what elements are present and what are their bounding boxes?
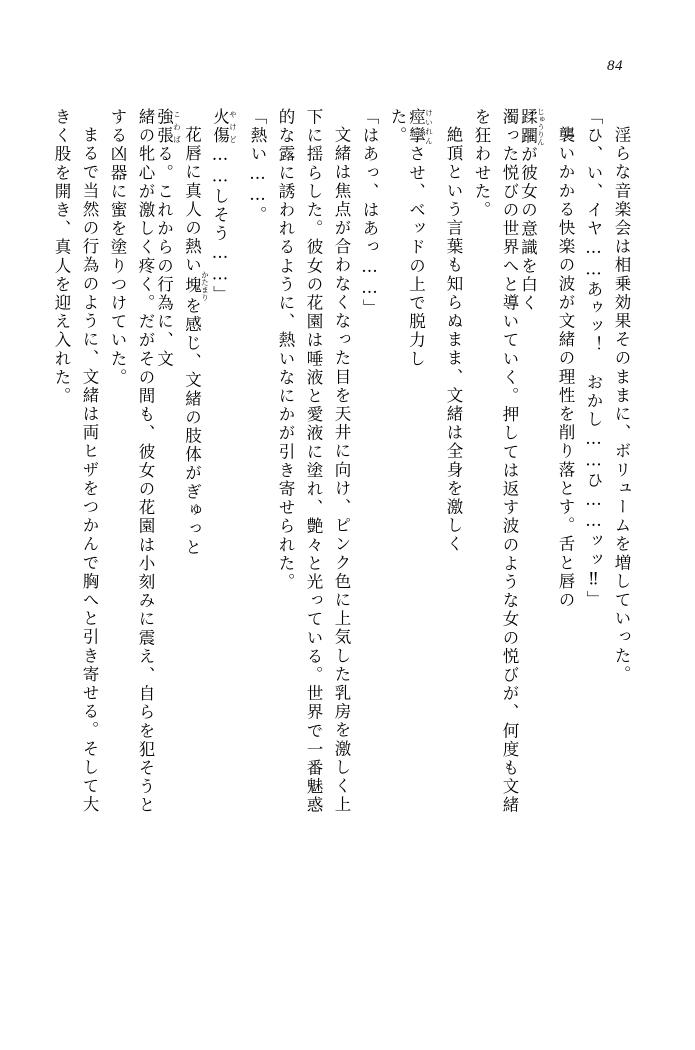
text-line: 「はあっ、はあっ……」 — [360, 108, 379, 318]
text-line: 淫らな音楽会は相乗効果そのままに、ボリュームを増していった。 — [612, 126, 631, 684]
text-line: 下に揺らした。彼女の花園は唾液と愛液に塗れ、艶々と光っている。世界で一番魅惑 — [304, 108, 323, 815]
text-line-ruby: 痙攣 けいれんさせ、ベッドの上で脱力し — [406, 108, 434, 369]
text-line-ruby: 強張 こわばる。これからの行為に、文 — [154, 108, 182, 369]
text-line: する凶器に蜜を塗りつけていた。 — [108, 108, 127, 387]
text-line: 絶頂という言葉も知らぬまま、文緒は全身を激しく — [444, 126, 463, 554]
text-line: 文緒は焦点が合わなくなった目を天井に向け、ピンク色に上気した乳房を激しく上 — [332, 126, 351, 815]
ruby-word: 蹂躙 じゅうりん — [518, 108, 546, 146]
text-line: を狂わせた。 — [472, 108, 491, 220]
text-line: 濁った悦びの世界へと導いていく。押しては返す波のような女の悦びが、何度も文緒 — [500, 108, 519, 815]
text-line-ruby: 火傷 やけど……しそう……」 — [210, 108, 238, 305]
text-line: 「ひ、い、イヤ……あゥッ！ おかし……ひ……ッッ‼」 — [584, 108, 603, 610]
ruby-word: 塊 かたまり — [182, 270, 210, 301]
ruby-word: 痙攣 けいれん — [406, 108, 434, 146]
text-line: まるで当然の行為のように、文緒は両ヒザをつかんで胸へと引き寄せる。そして大 — [80, 126, 99, 815]
text-line: 「熱い……。 — [248, 108, 267, 225]
text-line: きく股を開き、真人を迎え入れた。 — [52, 108, 71, 406]
vertical-text-body — [52, 108, 631, 988]
page-number: 84 — [607, 58, 623, 74]
text-line-ruby: 花唇に真人の熱い塊 かたまりを感じ、文緒の肢体がぎゅっと — [182, 126, 210, 558]
ruby-word: 火傷 やけど — [210, 108, 238, 146]
text-line: 襲いかかる快楽の波が文緒の理性を削り落とす。舌と唇の — [556, 126, 575, 610]
text-line: 的な露に誘われるように、熱いなにかが引き寄せられた。 — [276, 108, 295, 592]
text-line: 緒の牝心が激しく疼く。だがその間も、彼女の花園は小刻みに震え、自らを犯そうと — [136, 108, 155, 815]
text-line-ruby: 蹂躙 じゅうりんが彼女の意識を白く — [518, 108, 546, 313]
text-line: た。 — [388, 108, 407, 146]
ruby-word: 強張 こわば — [154, 108, 182, 146]
